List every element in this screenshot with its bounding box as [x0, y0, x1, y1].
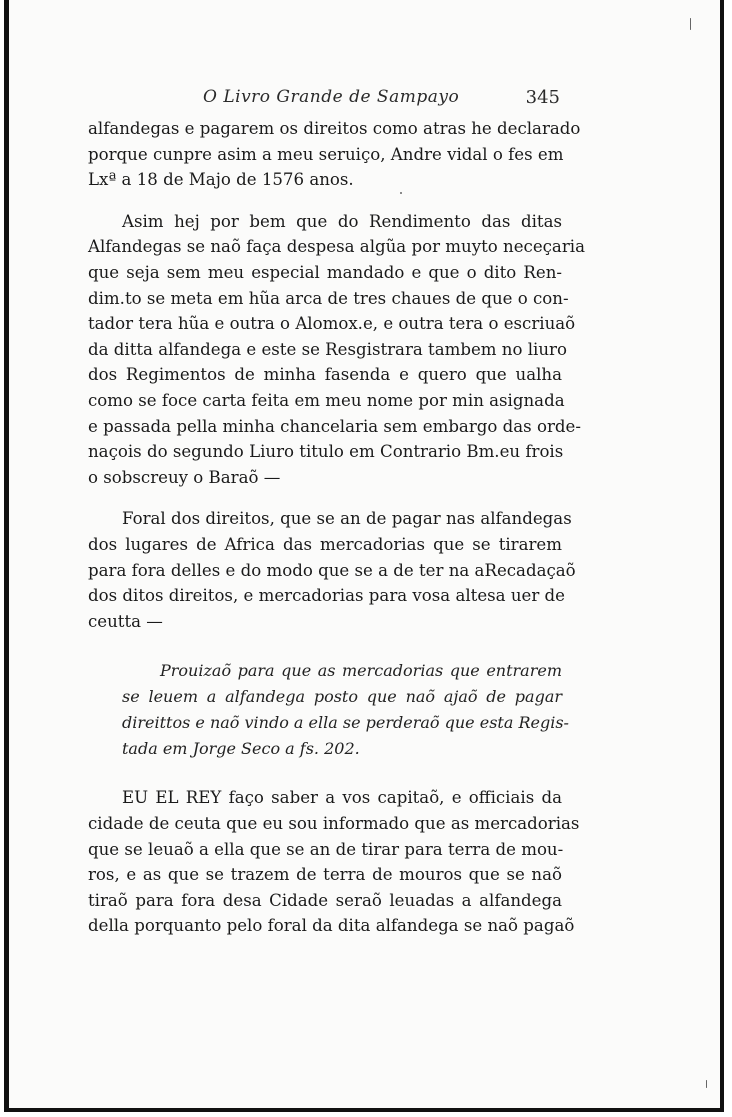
scan-speck [706, 1080, 707, 1088]
text-line: della porquanto pelo foral da dita alfandega se naõ pagaõ [88, 916, 575, 936]
text-line: e passada pella minha chancelaria sem embargo das orde- [88, 416, 581, 436]
text-line: tada em Jorge Seco a fs. 202. [122, 738, 360, 758]
page-number: 345 [525, 87, 560, 108]
text-line: cidade de ceuta que eu sou informado que as mercadorias [88, 814, 580, 834]
paragraph-2 [88, 209, 585, 491]
text-line: naçois do segundo Liuro titulo em Contrario Bm.eu frois [88, 442, 564, 462]
scan-speck [690, 18, 691, 30]
text-line: se leuem a alfandega posto que naõ ajaõ de pagar [122, 687, 562, 707]
text-line: tiraõ para fora desa Cidade seraõ leuadas a alfandega [88, 890, 562, 910]
text-line: dos ditos direitos, e mercadorias para vosa altesa uer de [88, 586, 565, 606]
text-line: Foral dos direitos, que se an de pagar nas alfandegas [122, 509, 572, 529]
text-line: Lxª a 18 de Majo de 1576 anos. [88, 170, 354, 190]
text-line: Prouizaõ para que as mercadorias que entrarem [160, 661, 562, 681]
text-line: dos Regimentos de minha fasenda e quero que ualha [88, 365, 562, 385]
text-line: que seja sem meu especial mandado e que o dito Ren- [88, 262, 562, 282]
text-line: que se leuaõ a ella que se an de tirar para terra de mou- [88, 839, 564, 859]
running-title: O Livro Grande de Sampayo [203, 87, 460, 107]
page-header [88, 84, 562, 116]
book-page [88, 84, 585, 939]
text-line: ros, e as que se trazem de terra de mouros que se naõ [88, 865, 562, 885]
text-line: o sobscreuy o Baraõ — [88, 467, 281, 487]
text-line: para fora delles e do modo que se a de ter na aRecadaçaõ [88, 560, 576, 580]
text-line: Alfandegas se naõ faça despesa algũa por muyto neceçaria [88, 237, 585, 257]
text-line: como se foce carta feita em meu nome por min asignada [88, 390, 565, 410]
paragraph-3 [88, 506, 576, 634]
text-line: da ditta alfandega e este se Resgistrara tambem no liuro [88, 339, 567, 359]
paragraph-5 [88, 785, 580, 939]
scan-speck [400, 192, 402, 194]
text-line: direittos e naõ vindo a ella se perderaõ que esta Regis- [122, 712, 569, 732]
text-line: dos lugares de Africa das mercadorias que se tirarem [88, 534, 562, 554]
text-line: tador tera hũa e outra o Alomox.e, e outra tera o escriuaõ [88, 314, 576, 334]
text-line: EU EL REY faço saber a vos capitaõ, e officiais da [122, 788, 562, 808]
paragraph-1 [88, 116, 581, 193]
text-line: ceutta — [88, 611, 163, 631]
italic-heading [88, 658, 569, 761]
text-line: Asim hej por bem que do Rendimento das ditas [122, 211, 562, 231]
text-line: alfandegas e pagarem os direitos como atras he declarado [88, 119, 581, 138]
text-line: dim.to se meta em hũa arca de tres chaues de que o con- [88, 288, 569, 308]
text-line: porque cunpre asim a meu seruiço, Andre vidal o fes em [88, 144, 564, 164]
